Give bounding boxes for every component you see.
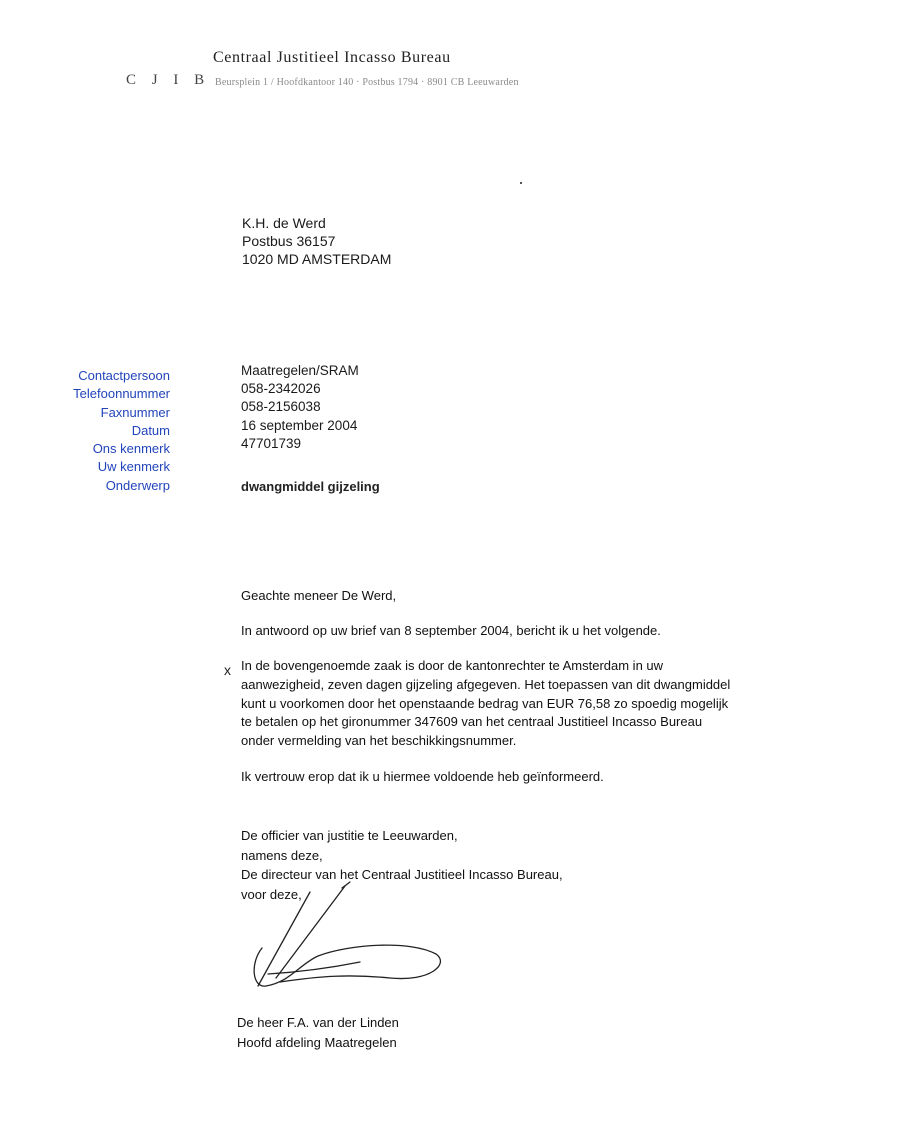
salutation: Geachte meneer De Werd, xyxy=(241,588,397,603)
closing-line: voor deze, xyxy=(241,886,302,902)
value-datum: 16 september 2004 xyxy=(241,417,358,433)
recipient-city: 1020 MD AMSTERDAM xyxy=(242,251,392,267)
cjib-logo: C J I B xyxy=(126,72,211,88)
label-datum: Datum xyxy=(131,422,170,438)
label-onderwerp: Onderwerp xyxy=(105,477,170,493)
organization-name: Centraal Justitieel Incasso Bureau xyxy=(213,49,451,66)
label-telefoonnummer: Telefoonnummer xyxy=(73,386,170,402)
closing-line: De directeur van het Centraal Justitieel Incasso Bureau, xyxy=(241,867,563,882)
value-telefoonnummer: 058-2342026 xyxy=(241,381,321,397)
signer-block xyxy=(237,1013,399,1052)
handwritten-signature xyxy=(240,878,450,998)
closing-line: De officier van justitie te Leeuwarden, xyxy=(241,828,458,843)
paragraph-main-line: kunt u voorkomen door het openstaande bedrag van EUR 76,58 zo spoedig mogelijk xyxy=(241,695,729,711)
scan-speck xyxy=(520,182,522,184)
detail-labels xyxy=(20,367,170,495)
signer-title: Hoofd afdeling Maatregelen xyxy=(237,1034,397,1050)
recipient-name: K.H. de Werd xyxy=(242,215,326,231)
label-contactpersoon: Contactpersoon xyxy=(78,368,170,383)
paragraph-main-line: aanwezigheid, zeven dagen gijzeling afgegeven. Het toepassen van dit dwangmiddel xyxy=(241,676,731,692)
paragraph-intro: In antwoord op uw brief van 8 september 2004, bericht ik u het volgende. xyxy=(241,623,661,638)
paragraph-main-line: onder vermelding van het beschikkingsnummer. xyxy=(241,733,517,749)
paragraph-main-line: te betalen op het gironummer 347609 van het centraal Justitieel Incasso Bureau xyxy=(241,714,703,730)
closing-line: namens deze, xyxy=(241,847,323,863)
organization-address: Beursplein 1 / Hoofdkantoor 140 · Postbus 1794 · 8901 CB Leeuwarden xyxy=(215,77,519,88)
value-contactpersoon: Maatregelen/SRAM xyxy=(241,363,359,378)
value-faxnummer: 058-2156038 xyxy=(241,399,321,415)
label-ons-kenmerk: Ons kenmerk xyxy=(92,441,170,457)
paragraph-main-line: In de bovengenoemde zaak is door de kantonrechter te Amsterdam in uw xyxy=(241,658,664,673)
label-uw-kenmerk: Uw kenmerk xyxy=(97,459,170,475)
value-ons-kenmerk: 47701739 xyxy=(241,435,302,451)
signer-name: De heer F.A. van der Linden xyxy=(237,1015,399,1030)
value-onderwerp: dwangmiddel gijzeling xyxy=(241,479,380,494)
label-faxnummer: Faxnummer xyxy=(100,404,170,420)
recipient-postbus: Postbus 36157 xyxy=(242,233,336,249)
paragraph-closing: Ik vertrouw erop dat ik u hiermee voldoende heb geïnformeerd. xyxy=(241,769,604,784)
margin-cross-mark: x xyxy=(224,662,231,678)
recipient-address xyxy=(242,214,391,268)
paragraph-main xyxy=(241,657,801,751)
detail-values xyxy=(241,362,359,453)
